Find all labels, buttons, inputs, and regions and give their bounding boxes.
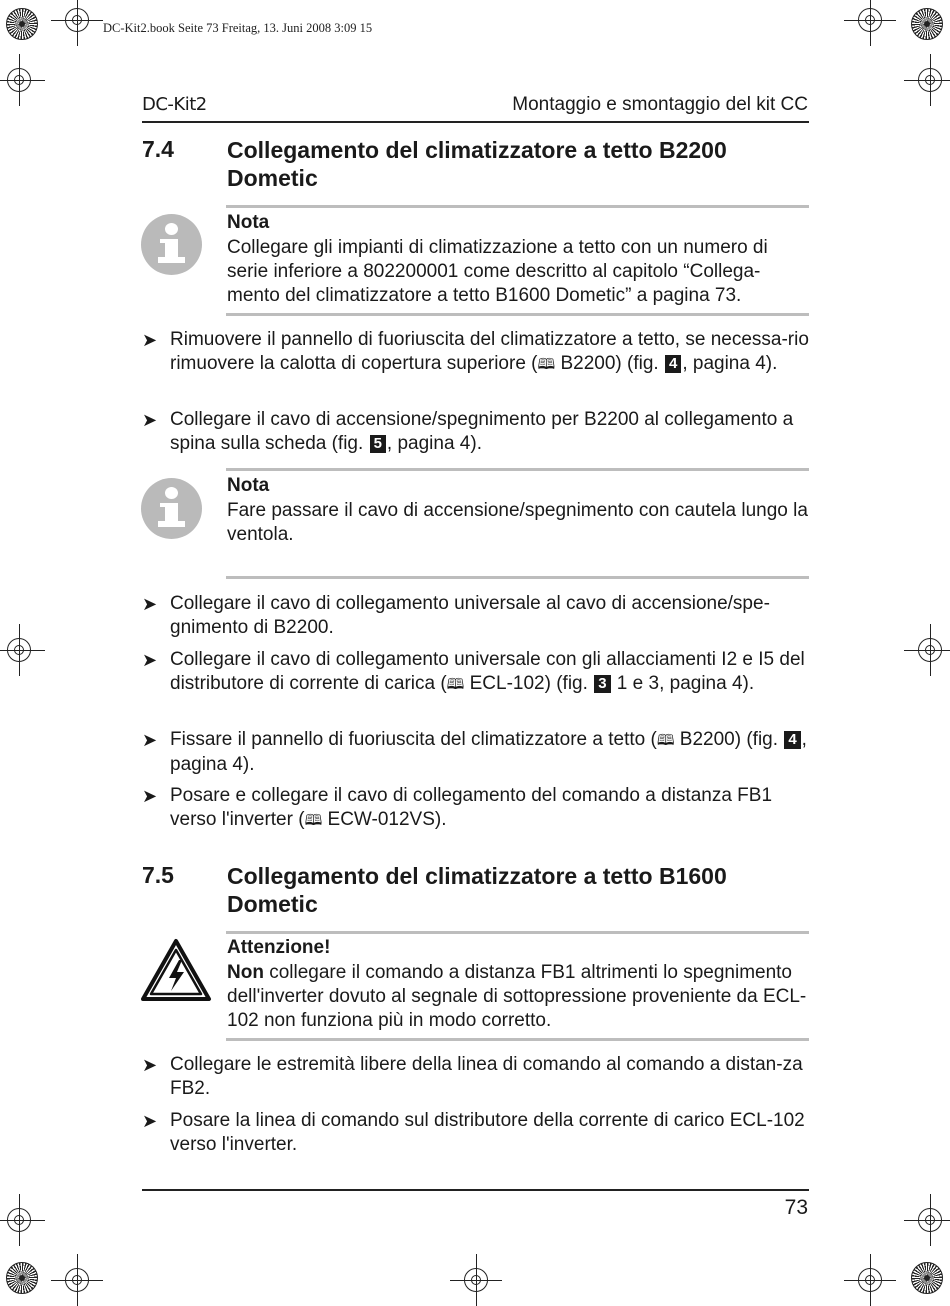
note-heading: Nota	[227, 212, 270, 233]
registration-rosette-icon	[911, 1262, 943, 1294]
bullet-arrow-icon: ➤	[142, 410, 158, 430]
figure-badge: 5	[370, 435, 386, 453]
instruction-step: ➤ Posare la linea di comando sul distributore della corrente di carico ECL-102 verso l'inverter.	[142, 1110, 805, 1155]
crosshair-mark-icon	[7, 638, 31, 662]
crosshair-mark-icon	[858, 8, 882, 32]
header-rule	[142, 121, 809, 123]
bullet-arrow-icon: ➤	[142, 330, 158, 350]
print-info-line: DC-Kit2.book Seite 73 Freitag, 13. Juni 2008 3:09 15	[103, 21, 373, 35]
crosshair-mark-icon	[7, 1208, 31, 1232]
crosshair-mark-icon	[918, 1208, 942, 1232]
warning-top-rule	[226, 931, 809, 934]
warning-heading: Attenzione!	[227, 937, 331, 958]
crosshair-mark-icon	[464, 1268, 488, 1292]
section-title: Collegamento del climatizzatore a tetto B1600 Dometic	[227, 863, 727, 917]
header-product-name: DC-Kit2	[142, 94, 207, 115]
section-number: 7.4	[142, 136, 174, 162]
note-bottom-rule	[226, 576, 809, 579]
note-body: Fare passare il cavo di accensione/spegnimento con cautela lungo la ventola.	[227, 500, 808, 545]
bullet-arrow-icon: ➤	[142, 594, 158, 614]
section-title: Collegamento del climatizzatore a tetto B2200 Dometic	[227, 137, 727, 191]
bullet-arrow-icon: ➤	[142, 786, 158, 806]
instruction-step: ➤ Collegare il cavo di accensione/spegnimento per B2200 al collegamento a spina sulla scheda (fig. 5 , pagina 4).	[142, 409, 794, 454]
crosshair-mark-icon	[65, 8, 89, 32]
bullet-arrow-icon: ➤	[142, 730, 158, 750]
note-bottom-rule	[226, 313, 809, 316]
bullet-arrow-icon: ➤	[142, 650, 158, 670]
instruction-step: ➤ Collegare le estremità libere della linea di comando al comando a distan-za FB2.	[142, 1054, 803, 1099]
figure-badge: 4	[784, 731, 800, 749]
note-top-rule	[226, 468, 809, 471]
instruction-step: ➤ Fissare il pannello di fuoriuscita del climatizzatore a tetto (🕮 B2200) (fig. 4 , pagina 4).	[142, 729, 807, 775]
page-number: 73	[784, 1196, 808, 1219]
crosshair-mark-icon	[918, 638, 942, 662]
manual-reference-icon: 🕮	[537, 356, 556, 373]
header-chapter-title: Montaggio e smontaggio del kit CC	[512, 94, 808, 115]
registration-rosette-icon	[911, 8, 943, 40]
instruction-step: ➤ Rimuovere il pannello di fuoriuscita del climatizzatore a tetto, se necessa-rio rimuovere la calotta di copertura superiore (🕮 B2200) (fig. 4 , pagina 4).	[142, 329, 809, 374]
registration-rosette-icon	[6, 1262, 38, 1294]
crosshair-mark-icon	[858, 1268, 882, 1292]
crosshair-mark-icon	[7, 68, 31, 92]
section-number: 7.5	[142, 862, 174, 888]
note-heading: Nota	[227, 475, 270, 496]
note-top-rule	[226, 205, 809, 208]
high-voltage-warning-icon	[140, 938, 212, 1002]
note-body: Collegare gli impianti di climatizzazione a tetto con un numero di serie inferiore a 802200001 come descritto al capitolo “Collega-mento del climatizzatore a tetto B1600 Dometic” a pagina 73.	[227, 237, 768, 306]
warning-bottom-rule	[226, 1038, 809, 1041]
instruction-step: ➤ Collegare il cavo di collegamento universale con gli allacciamenti I2 e I5 del distributore di corrente di carica (🕮 ECL-102) (fig. 3 1 e 3, pagina 4).	[142, 649, 805, 694]
crosshair-mark-icon	[65, 1268, 89, 1292]
warning-body: Non collegare il comando a distanza FB1 altrimenti lo spegnimento dell'inverter dovuto al segnale di sottopressione proveniente da ECL-102 non funziona più in modo corretto.	[227, 962, 807, 1031]
crosshair-mark-icon	[918, 68, 942, 92]
bullet-arrow-icon: ➤	[142, 1111, 158, 1131]
figure-badge: 4	[665, 355, 681, 373]
footer-rule	[142, 1189, 809, 1191]
figure-badge: 3	[594, 675, 610, 693]
info-icon	[141, 214, 202, 275]
info-icon	[141, 478, 202, 539]
instruction-step: ➤ Posare e collegare il cavo di collegamento del comando a distanza FB1 verso l'inverter (🕮 ECW-012VS).	[142, 785, 773, 830]
bullet-arrow-icon: ➤	[142, 1055, 158, 1075]
manual-reference-icon: 🕮	[446, 676, 465, 693]
manual-reference-icon: 🕮	[304, 812, 323, 829]
instruction-step: ➤ Collegare il cavo di collegamento universale al cavo di accensione/spe-gnimento di B2200.	[142, 593, 770, 638]
registration-rosette-icon	[6, 8, 38, 40]
manual-reference-icon: 🕮	[656, 732, 675, 749]
